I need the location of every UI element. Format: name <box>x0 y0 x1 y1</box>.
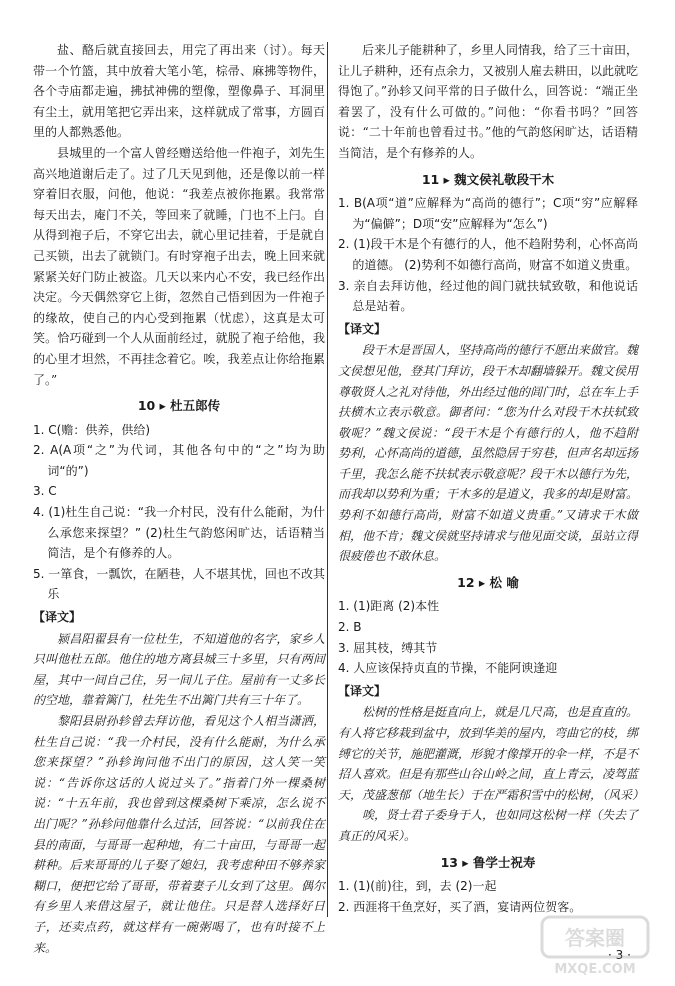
section-10-title: 10 ▸ 杜五郎传 <box>137 398 221 414</box>
section-13-title: 13 ▸ 鲁学士祝寿 <box>440 854 536 870</box>
section-11-translation <box>338 340 638 567</box>
watermark-logo <box>540 915 650 977</box>
answer-item: 4. 人应该保持贞直的节操，不能阿谀逢迎 <box>338 661 558 676</box>
answer-item: 2. (1)段干木是个有德行的人，他不趋附势利，心怀高尚的道德。 (2)势利不如德行高尚，财富不如道义贵重。 <box>338 237 638 272</box>
answer-item: 2. B <box>338 620 362 635</box>
translation-label: 【译文】 <box>338 321 387 336</box>
answer-item: 3. 亲自去拜访他，经过他的闾门就扶轼致敬，和他说话总是站着。 <box>338 278 638 314</box>
svg-text:MXQE.COM: MXQE.COM <box>554 962 636 977</box>
answer-item: 4. (1)杜生自己说：“我一介村民，没有什么能耐，为什么承您来探望？” (2)杜生气韵悠闲旷达，话语精当简洁，是个有修养的人。 <box>33 505 325 561</box>
answer-item: 5. 一箪食，一瓢饮，在陋巷，人不堪其忧，回也不改其乐 <box>33 566 325 602</box>
translation-label: 【译文】 <box>33 610 82 625</box>
svg-text:答案圈: 答案圈 <box>565 926 625 950</box>
paragraph: 后来儿子能耕种了，乡里人同情我，给了三十亩田，让儿子耕种，还有点余力，又被别人雇去耕田，以此就吃得饱了。”孙轸又问平常的日子做什么，回答说：“端正坐着罢了，没有什么可做的。”问他：“你看书吗？”回答说：“二十年前也曾看过书。”他的气韵悠闲旷达，话语精当简洁，是个有修养的人。 <box>338 43 639 160</box>
section-12-answers <box>338 596 638 678</box>
right-column <box>338 40 645 917</box>
column-divider <box>327 42 328 917</box>
section-11-answers <box>338 193 638 317</box>
section-13-answers <box>338 876 638 917</box>
section-10-translation <box>33 629 325 959</box>
translation-paragraph: 松树的性格是挺直向上，就是几尺高，也是直直的。有人将它移栽到盆中，放到华美的屋内，弯曲它的枝，绑缚它的关节，施肥灌溉，形貌才像撑开的伞一样，不是不招人喜欢。但是有那些山谷山岭之间，直上青云，凌驾蓝天，茂盛葱郁（地生长）于在严霜积雪中的松树，（风采） <box>338 705 645 802</box>
answer-item: 2. 西涯将干鱼烹好，买了酒，宴请两位贺客。 <box>338 899 582 914</box>
translation-label: 【译文】 <box>338 683 387 698</box>
translation-paragraph: 段干木是晋国人，坚持高尚的德行不愿出来做官。魏文侯想见他，登其门拜访，段干木却翻墙躲开。魏文侯用尊敬贤人之礼对待他，外出经过他的闾门时，总在车上手扶横木立表示敬意。御者问：“您为什么对段干木扶轼致敬呢？”魏文侯说：“段干木是个有德行的人，他不趋附势利，心怀高尚的道德，虽然隐居于穷巷，但声名却远扬千里，我怎么能不扶轼表示敬意呢？段干木以德行为先，而我却以势利为重；干木多的是道义，我多的却是财富。势利不如德行高尚，财富不如道义贵重。”又请求干木做相，他不肯；魏文侯就坚持请求与他见面交谈，虽站立得很疲倦也不敢休息。 <box>338 343 639 564</box>
section-11-title: 11 ▸ 魏文侯礼敬段干木 <box>421 171 555 187</box>
answer-item: 1. C(赡：供养，供给) <box>33 422 151 437</box>
translation-paragraph: 唉，贤士君子委身于人，也如同这松树一样（失去了真正的风采）。 <box>338 808 639 843</box>
translation-paragraph: 黎阳县尉孙轸曾去拜访他，看见这个人相当潇洒，杜生自己说：“我一介村民，没有什么能耐，为什么承您来探望？”孙轸询问他不出门的原因，这人笑一笑说：“告诉你这话的人说过头了。”指着门外一棵桑树说：“十五年前，我也曾到这棵桑树下乘凉，怎么说不出门呢？”孙轸问他靠什么过活，回答说：“以前我住在县的南面，与哥哥一起种地，有二十亩田，与哥哥一起耕种。后来哥哥的儿子娶了媳妇，我考虑种田不够养家糊口，便把它给了哥哥，带着妻子儿女到了这里。偶尔有乡里人来借这屋子，就让他住。只是替人选择好日子，还卖点药，就这样有一碗粥喝了，也有时接不上来。 <box>33 714 325 955</box>
answer-item: 3. 屈其枝，缚其节 <box>338 640 438 655</box>
left-column <box>33 40 325 958</box>
answer-item: 2. A(A项“之”为代词，其他各句中的“之”均为助词“的”) <box>33 443 325 478</box>
section-10-answers <box>33 420 325 605</box>
paragraph: 盐、酪后就直接回去，用完了再出来（讨）。每天带一个竹篮，其中放着大笔小笔，棕帚、麻拂等物件，各个寺庙都走遍，拂拭神佛的塑像，塑像鼻子、耳洞里有尘土，就用笔把它弄出来，这样就成了常事，方圆百里的人都熟悉他。 <box>33 43 325 140</box>
section-12-translation <box>338 702 645 846</box>
left-intro <box>33 40 325 390</box>
answer-item: 3. C <box>33 484 57 499</box>
answer-item: 1. B(A项“道”应解释为“高尚的德行”；C项“穷”应解释为“偏僻”；D项“安”应解释为“怎么”) <box>338 196 638 231</box>
paragraph: 县城里的一个富人曾经赠送给他一件袍子，刘先生高兴地道谢后走了。过了几天见到他，还是像以前一样穿着旧衣服，问他，他说：“我差点被你拖累。我常常每天出去，庵门不关，等回来了就睡，门也不上闩。自从得到袍子后，不穿它出去，就心里记挂着，于是就自己买锁，出去了就锁门。有时穿袍子出去，晚上回来就紧紧关好门防止被盗。几天以来内心不安，我已经作出决定。今天偶然穿它上街，忽然自己悟到因为一件袍子的缘故，使自己的内心受到拖累（忧虑），这真是太可笑。恰巧碰到一个人从面前经过，就脱了袍子给他，我的心里才坦然，不再挂念着它。唉，我差点让你给拖累了。” <box>33 145 325 387</box>
section-12-title: 12 ▸ 松 喻 <box>457 574 519 590</box>
answer-item: 1. (1)距离 (2)本性 <box>338 599 440 614</box>
answer-item: 1. (1)(前)往，到，去 (2)一起 <box>338 879 497 894</box>
right-intro <box>338 40 638 164</box>
translation-paragraph: 颍昌阳翟县有一位杜生，不知道他的名字，家乡人只叫他杜五郎。他住的地方离县城三十多里，只有两间屋，其中一间自己住，另一间儿子住。屋前有一丈多长的空地，靠着篱门，杜先生不出篱门共有三十年了。 <box>33 631 325 708</box>
page-number: · 3 · <box>608 948 631 962</box>
